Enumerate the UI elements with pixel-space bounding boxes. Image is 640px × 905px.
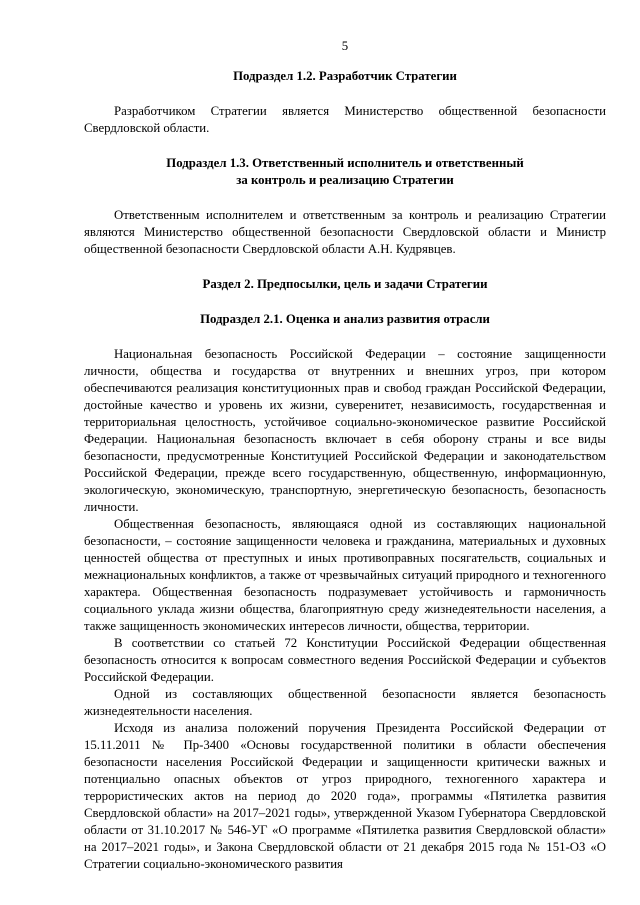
page-number: 5 xyxy=(341,39,349,53)
subsection-1-3-paragraph: Ответственным исполнителем и ответственным за контроль и реализацию Стратегии являются Министерство общественной безопасности Свердловской области и Министр общественной безопасности Свердловской области А.Н. Кудрявцев. xyxy=(84,208,606,256)
subsection-1-3-heading-line-1: Подраздел 1.3. Ответственный исполнитель и ответственный xyxy=(166,156,524,170)
paragraph-national-security: Национальная безопасность Российской Федерации – состояние защищенности личности, общества и государства от внутренних и внешних угроз, при котором обеспечиваются реализация конституционных прав и свобод граждан Российской Федерации, достойные качество и уровень их жизни, суверенитет, независимость, государственная и территориальная целостность, устойчивое социально-экономическое развитие Российской Федерации. Национальная безопасность включает в себя оборону страны и все виды безопасности, предусмотренные Конституцией Российской Федерации и законодательством Российской Федерации, прежде всего государственную, общественную, информационную, экологическую, экономическую, транспортную, энергетическую безопасность, безопасность личности. xyxy=(84,347,606,514)
paragraph-public-security: Общественная безопасность, являющаяся одной из составляющих национальной безопасности, – состояние защищенности человека и гражданина, материальных и духовных ценностей общества от преступных и иных противоправных посягательств, социальных и межнациональных конфликтов, а также от чрезвычайных ситуаций природного и техногенного характера. Общественная безопасность подразумевает устойчивость и гармоничность социального уклада жизни общества, благоприятную среду жизнедеятельности населения, а также защищенность экономических интересов личности, общества, территории. xyxy=(84,517,606,633)
subsection-1-2-heading: Подраздел 1.2. Разработчик Стратегии xyxy=(233,69,457,83)
paragraph-analysis: Исходя из анализа положений поручения Президента Российской Федерации от 15.11.2011 № Пр-3400 «Основы государственной политики в области обеспечения безопасности населения Российской Федерации и защищенности критически важных и потенциально опасных объектов от угроз природного, техногенного характера и террористических актов на период до 2020 года», программы «Пятилетка развития Свердловской области» на 2017–2021 годы», утвержденной Указом Губернатора Свердловской области от 31.10.2017 № 546-УГ «О программе «Пятилетка развития Свердловской области» на 2017–2021 годы», и Закона Свердловской области от 21 декабря 2015 года № 151-ОЗ «О Стратегии социально-экономического развития xyxy=(84,721,606,871)
subsection-1-2-paragraph: Разработчиком Стратегии является Министерство общественной безопасности Свердловской области. xyxy=(84,104,606,135)
subsection-1-3-heading xyxy=(84,155,606,189)
paragraph-constitution-article-72: В соответствии со статьей 72 Конституции Российской Федерации общественная безопасность относится к вопросам совместного ведения Российской Федерации и субъектов Российской Федерации. xyxy=(84,636,606,684)
section-2-heading: Раздел 2. Предпосылки, цель и задачи Стратегии xyxy=(202,277,488,291)
paragraph-life-safety: Одной из составляющих общественной безопасности является безопасность жизнедеятельности населения. xyxy=(84,687,606,718)
subsection-1-3-heading-line-2: за контроль и реализацию Стратегии xyxy=(236,173,454,187)
subsection-2-1-heading: Подраздел 2.1. Оценка и анализ развития отрасли xyxy=(200,312,490,326)
